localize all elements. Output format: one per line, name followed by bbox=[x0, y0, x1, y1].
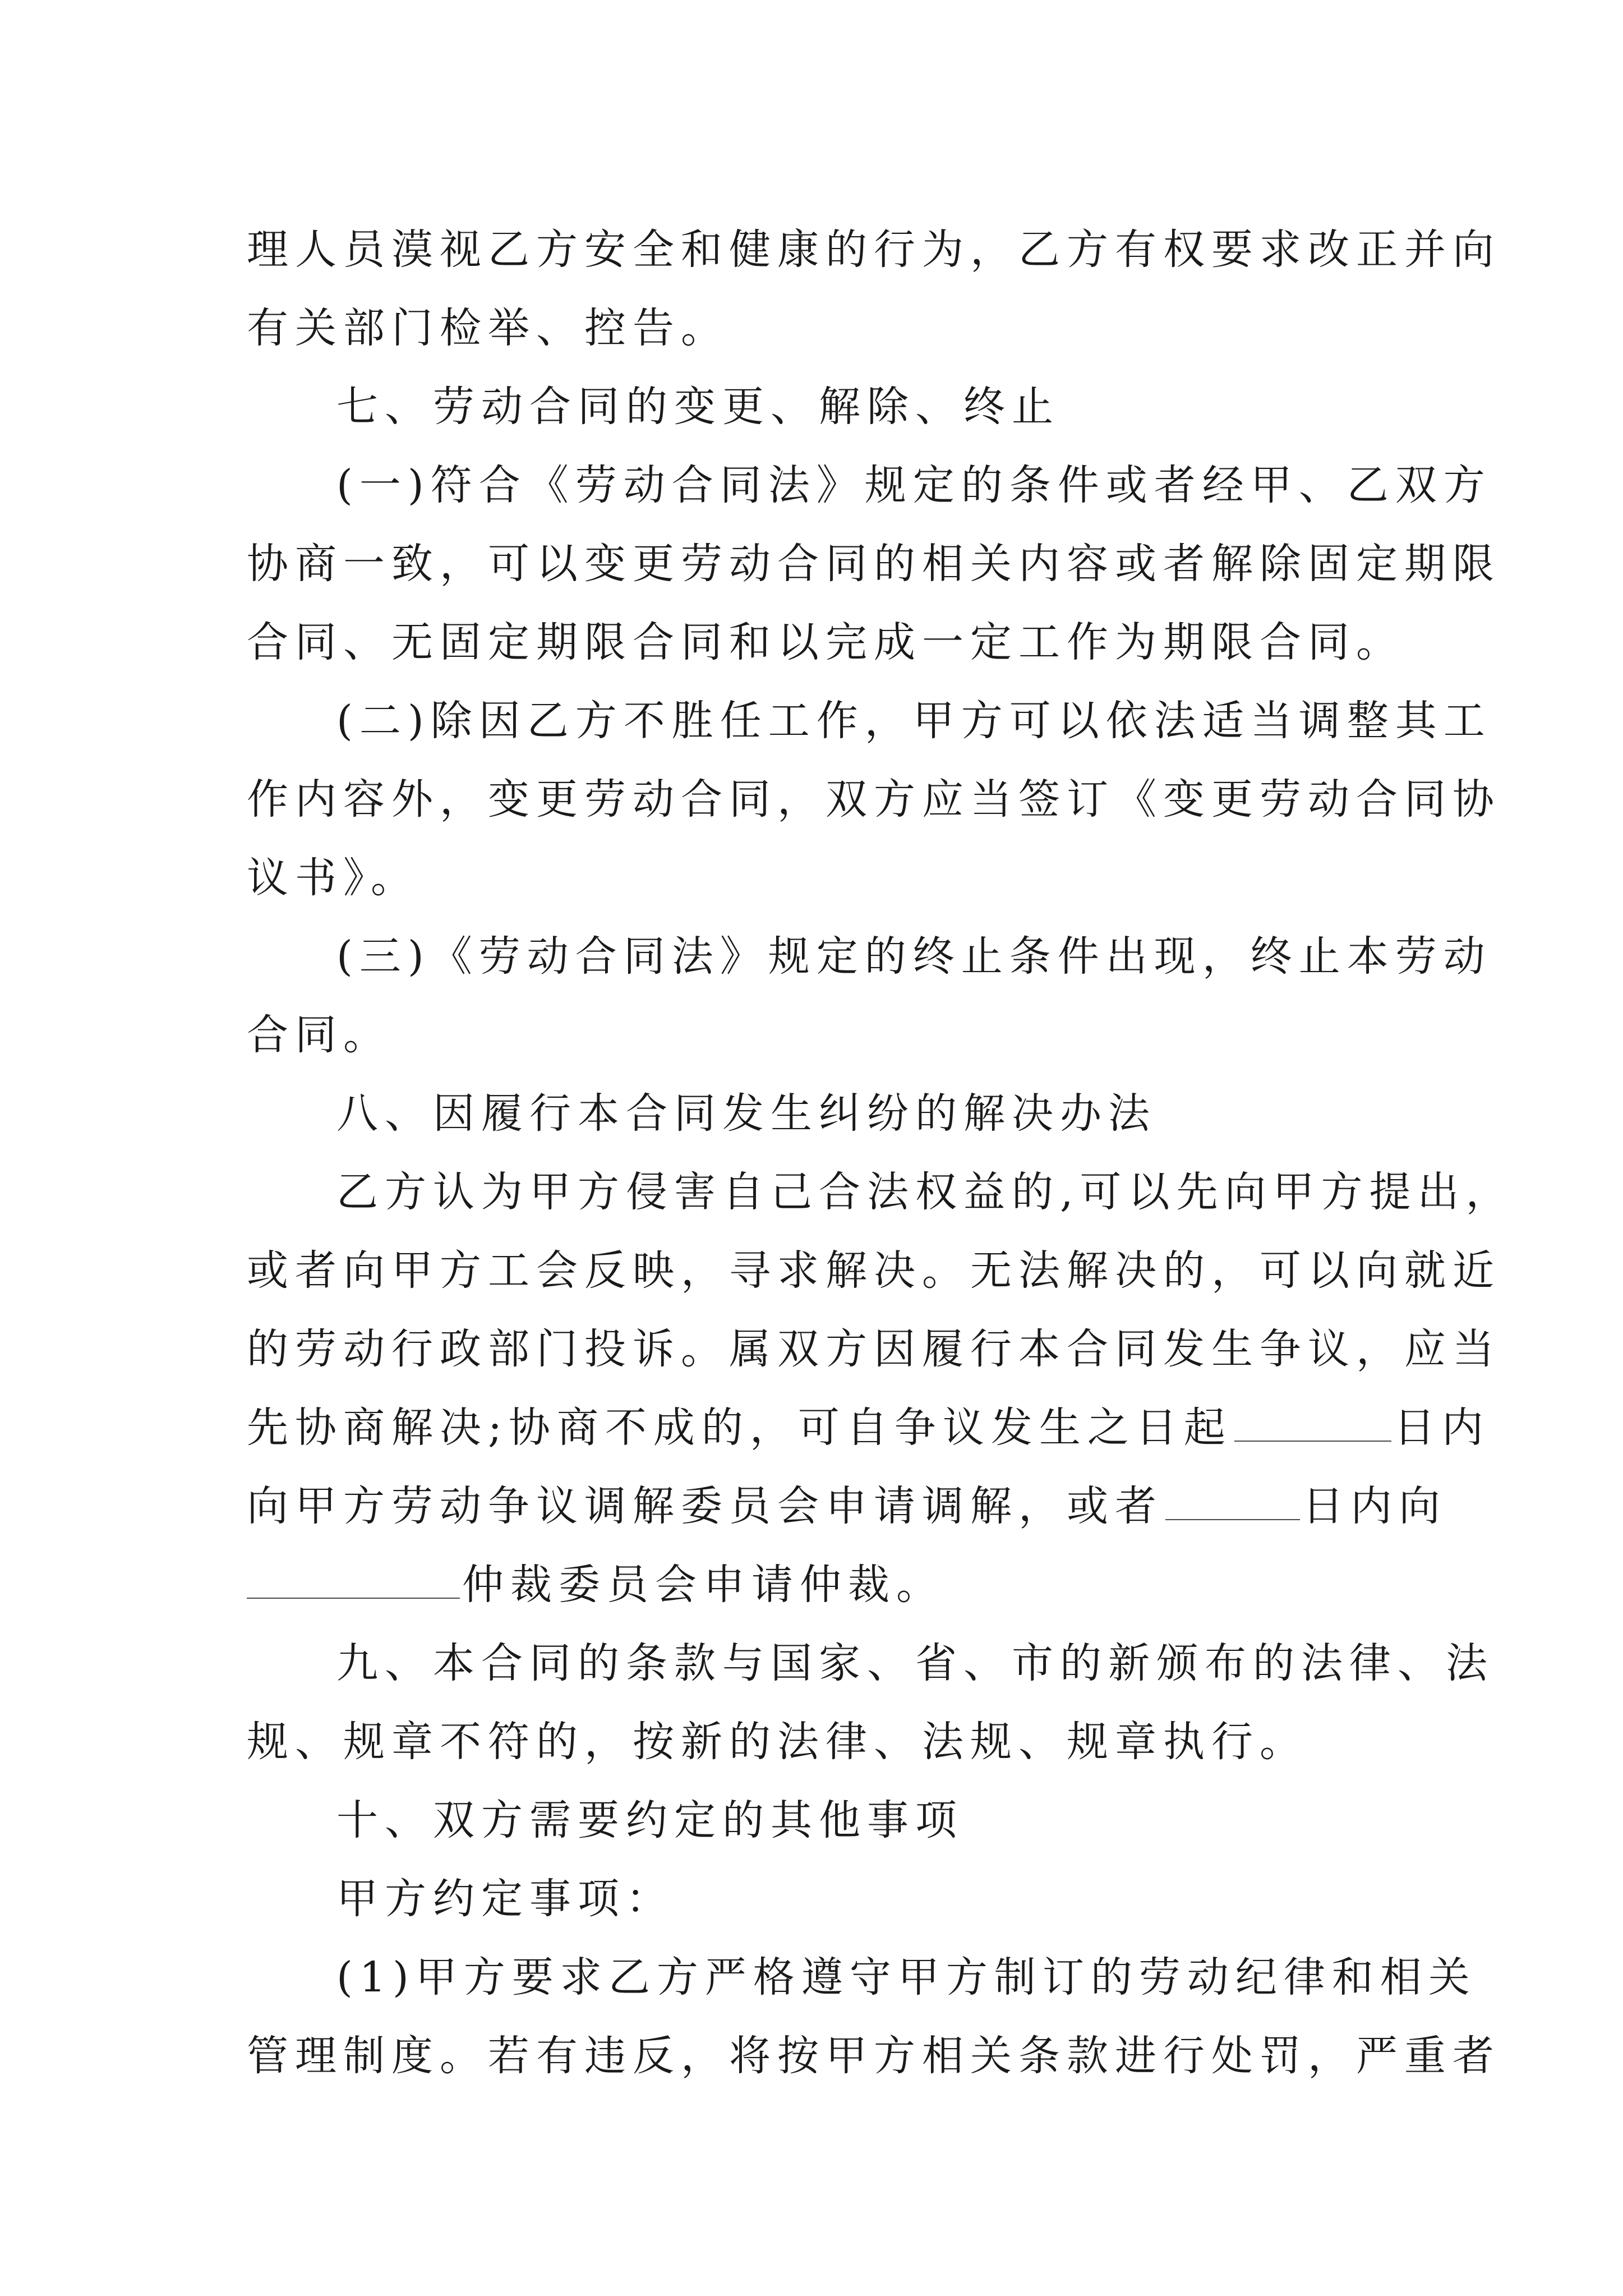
text-line: 或者向甲方工会反映，寻求解决。无法解决的，可以向就近 bbox=[247, 1246, 1501, 1295]
text-line: (一)符合《劳动合同法》规定的条件或者经甲、乙双方 bbox=[336, 461, 1492, 509]
text-line: 理人员漠视乙方安全和健康的行为，乙方有权要求改正并向 bbox=[247, 226, 1501, 274]
text-line: 规、规章不符的，按新的法律、法规、规章执行。 bbox=[247, 1718, 1308, 1766]
text-segment: 日内 bbox=[1393, 1404, 1490, 1452]
section-heading: 八、因履行本合同发生纠纷的解决办法 bbox=[336, 1089, 1156, 1138]
text-line: 的劳动行政部门投诉。属双方因履行本合同发生争议，应当 bbox=[247, 1325, 1501, 1373]
text-line: 协商一致，可以变更劳动合同的相关内容或者解除固定期限 bbox=[247, 540, 1501, 588]
text-segment: 向甲方劳动争议调解委员会申请调解，或者 bbox=[247, 1482, 1163, 1530]
text-line bbox=[0, 1467, 1623, 1545]
section-heading: 七、劳动合同的变更、解除、终止 bbox=[336, 383, 1060, 431]
text-line: 甲方约定事项： bbox=[336, 1875, 674, 1923]
text-line: 乙方认为甲方侵害自己合法权益的,可以先向甲方提出， bbox=[336, 1168, 1514, 1216]
text-line: (1)甲方要求乙方严格遵守甲方制订的劳动纪律和相关 bbox=[336, 1953, 1477, 2001]
blank-arbitration-field bbox=[247, 1564, 460, 1599]
text-line: (二)除因乙方不胜任工作，甲方可以依法适当调整其工 bbox=[336, 697, 1492, 745]
text-segment: 先协商解决;协商不成的，可自争议发生之日起 bbox=[247, 1404, 1232, 1452]
text-line: 作内容外，变更劳动合同，双方应当签订《变更劳动合同协 bbox=[247, 775, 1501, 823]
blank-days-field bbox=[1234, 1407, 1391, 1442]
text-line bbox=[0, 1545, 1623, 1624]
text-line: 九、本合同的条款与国家、省、市的新颁布的法律、法 bbox=[336, 1639, 1494, 1687]
section-heading: 十、双方需要约定的其他事项 bbox=[336, 1796, 963, 1844]
blank-days-field bbox=[1165, 1485, 1300, 1520]
text-line: 合同。 bbox=[247, 1011, 391, 1059]
text-line: (三)《劳动合同法》规定的终止条件出现，终止本劳动 bbox=[336, 932, 1492, 981]
text-line: 合同、无固定期限合同和以完成一定工作为期限合同。 bbox=[247, 618, 1404, 666]
text-segment: 日内向 bbox=[1302, 1482, 1447, 1530]
text-line: 议书》。 bbox=[247, 854, 419, 902]
text-line: 有关部门检举、控告。 bbox=[247, 304, 729, 352]
text-line bbox=[0, 1388, 1623, 1467]
text-line: 管理制度。若有违反，将按甲方相关条款进行处罚，严重者 bbox=[247, 2032, 1501, 2080]
text-segment: 仲裁委员会申请仲裁。 bbox=[462, 1561, 944, 1609]
